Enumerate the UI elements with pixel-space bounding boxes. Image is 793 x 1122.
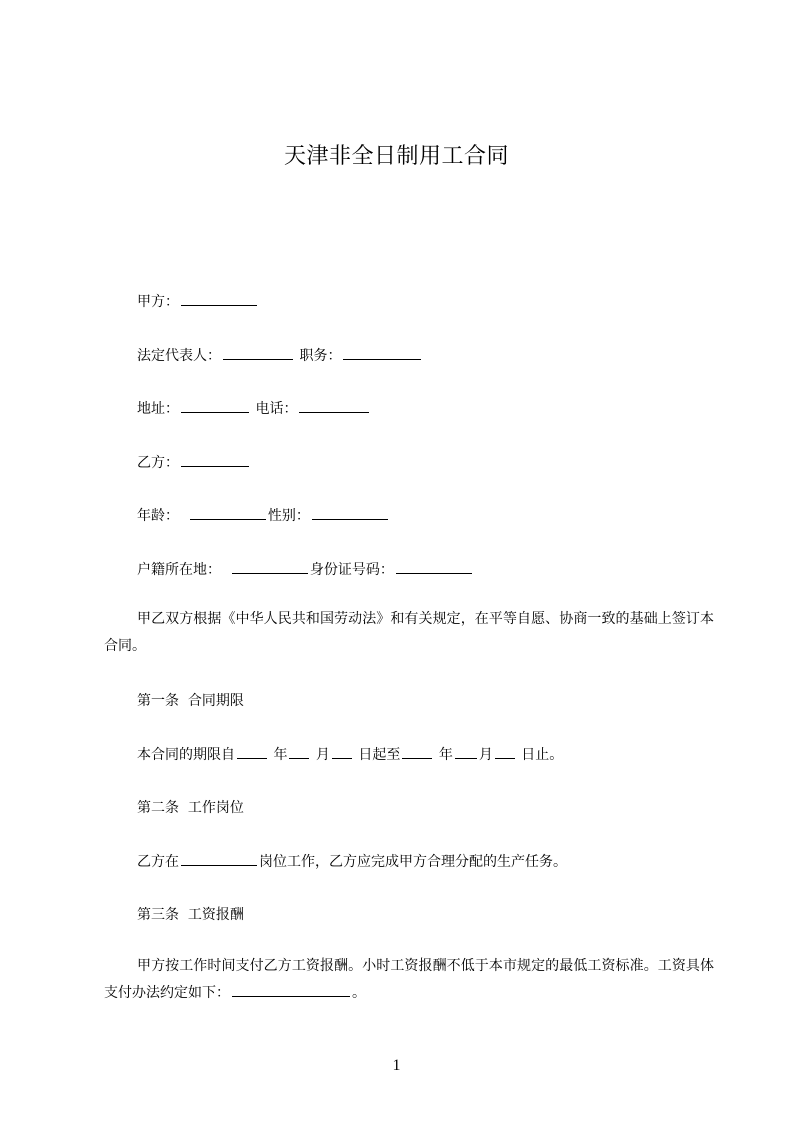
- age-line: [137, 505, 390, 526]
- start-month-label: 月: [315, 747, 330, 763]
- gender-label: 性别：: [267, 508, 310, 524]
- job-position-blank[interactable]: [181, 851, 257, 866]
- id-number-label: 身份证号码：: [309, 562, 394, 578]
- party-a-label: 甲方：: [137, 294, 179, 310]
- article-2-text: [137, 851, 567, 872]
- age-label: 年龄：: [137, 508, 179, 524]
- position-blank[interactable]: [343, 345, 421, 360]
- household-line: [137, 559, 474, 580]
- end-day-label: 日止。: [521, 747, 564, 763]
- end-year-label: 年: [438, 747, 453, 763]
- end-month-label: 月: [478, 747, 493, 763]
- phone-label: 电话：: [255, 401, 298, 417]
- start-year-blank[interactable]: [237, 744, 267, 759]
- start-day-blank[interactable]: [332, 744, 352, 759]
- preamble-paragraph: 甲乙双方根据《中华人民共和国劳动法》和有关规定，在平等自愿、协商一致的基础上签订本合同。: [104, 611, 714, 654]
- address-label: 地址：: [137, 401, 179, 417]
- age-blank[interactable]: [190, 505, 266, 520]
- party-b-line: [137, 452, 251, 473]
- article-2-text-end: 岗位工作，乙方应完成甲方合理分配的生产任务。: [259, 854, 567, 870]
- household-blank[interactable]: [232, 559, 308, 574]
- article-1-heading: 第一条 合同期限: [137, 693, 244, 709]
- position-label: 职务：: [299, 348, 342, 364]
- payment-method-blank[interactable]: [232, 982, 350, 997]
- start-year-label: 年: [273, 747, 288, 763]
- end-day-blank[interactable]: [495, 744, 515, 759]
- legal-rep-blank[interactable]: [223, 345, 293, 360]
- end-year-blank[interactable]: [402, 744, 432, 759]
- end-month-blank[interactable]: [455, 744, 477, 759]
- article-3-heading: 第三条 工资报酬: [137, 907, 244, 923]
- party-b-label: 乙方：: [137, 455, 179, 471]
- article-3-paragraph: [104, 953, 714, 1007]
- document-title: 天津非全日制用工合同: [283, 144, 509, 169]
- phone-blank[interactable]: [299, 398, 369, 413]
- address-line: [137, 398, 371, 419]
- legal-rep-label: 法定代表人：: [137, 348, 221, 364]
- page-number: 1: [392, 1057, 401, 1074]
- article-1-text-start: 本合同的期限自: [137, 747, 235, 763]
- legal-rep-line: [137, 345, 423, 366]
- party-a-line: [137, 291, 259, 312]
- party-b-blank[interactable]: [181, 452, 249, 467]
- id-number-blank[interactable]: [396, 559, 472, 574]
- start-day-label: 日起至: [358, 747, 401, 763]
- article-1-text: [137, 744, 563, 765]
- article-2-heading: 第二条 工作岗位: [137, 800, 244, 816]
- article-3-text-start: 甲方按工作时间支付乙方工资报酬。小时工资报酬不低于本市规定的最低工资标准。工资具体支付办法约定如下：: [104, 958, 714, 1001]
- article-3-text-end: 。: [352, 985, 366, 1001]
- article-2-text-start: 乙方在: [137, 854, 179, 870]
- party-a-blank[interactable]: [181, 291, 257, 306]
- address-blank[interactable]: [181, 398, 249, 413]
- household-label: 户籍所在地：: [137, 562, 221, 578]
- gender-blank[interactable]: [312, 505, 388, 520]
- start-month-blank[interactable]: [289, 744, 309, 759]
